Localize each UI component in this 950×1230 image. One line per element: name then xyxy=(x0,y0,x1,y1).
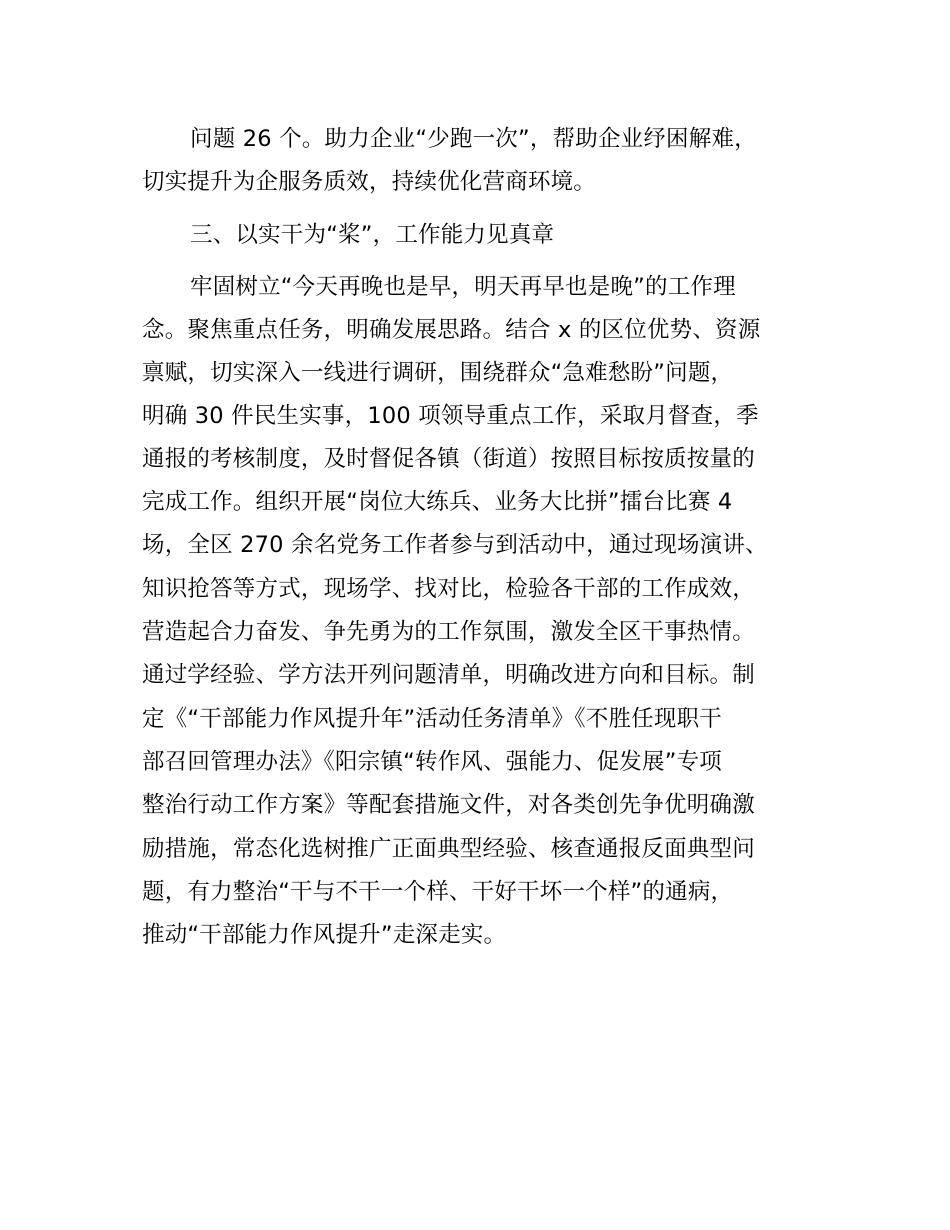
paragraph-3-line-2: 念。聚焦重点任务，明确发展思路。结合 x 的区位优势、资源 xyxy=(142,317,761,343)
paragraph-3-line-10: 通过学经验、学方法开列问题清单，明确改进方向和目标。制 xyxy=(142,662,755,688)
paragraph-3-line-14: 励措施，常态化选树推广正面典型经验、核查通报反面典型问 xyxy=(142,836,755,862)
paragraph-3-line-8: 知识抢答等方式，现场学、找对比，检验各干部的工作成效， xyxy=(142,576,755,602)
paragraph-3-line-1: 牢固树立“今天再晚也是早，明天再早也是晚”的工作理 xyxy=(190,274,736,300)
paragraph-3-line-5: 通报的考核制度，及时督促各镇（街道）按照目标按质按量的 xyxy=(142,446,755,472)
section-heading: 三、以实干为“桨”，工作能力见真章 xyxy=(190,222,555,248)
paragraph-3-line-15: 题，有力整治“干与不干一个样、干好干坏一个样”的通病， xyxy=(142,879,734,905)
paragraph-3-line-7: 场，全区 270 余名党务工作者参与到活动中，通过现场演讲、 xyxy=(142,532,768,558)
paragraph-3-line-3: 禀赋，切实深入一线进行调研，围绕群众“急难愁盼”问题， xyxy=(142,360,734,386)
paragraph-3-line-11: 定《“干部能力作风提升年”活动任务清单》《不胜任现职干 xyxy=(142,706,722,732)
paragraph-3-line-13: 整治行动工作方案》等配套措施文件，对各类创先争优明确激 xyxy=(142,792,755,818)
paragraph-3-line-6: 完成工作。组织开展“岗位大练兵、业务大比拼”擂台比赛 4 xyxy=(142,489,733,515)
paragraph-1-line-2: 切实提升为企服务质效，持续优化营商环境。 xyxy=(142,169,597,195)
paragraph-3-line-4: 明确 30 件民生实事，100 项领导重点工作，采取月督查，季 xyxy=(142,403,759,429)
paragraph-3-line-9: 营造起合力奋发、争先勇为的工作氛围，激发全区干事热情。 xyxy=(142,619,755,645)
paragraph-3-line-16: 推动“干部能力作风提升”走深走实。 xyxy=(142,922,507,948)
paragraph-3-line-12: 部召回管理办法》《阳宗镇“转作风、强能力、促发展”专项 xyxy=(142,749,722,775)
paragraph-1-line-1: 问题 26 个。助力企业“少跑一次”，帮助企业纾困解难， xyxy=(190,126,757,152)
